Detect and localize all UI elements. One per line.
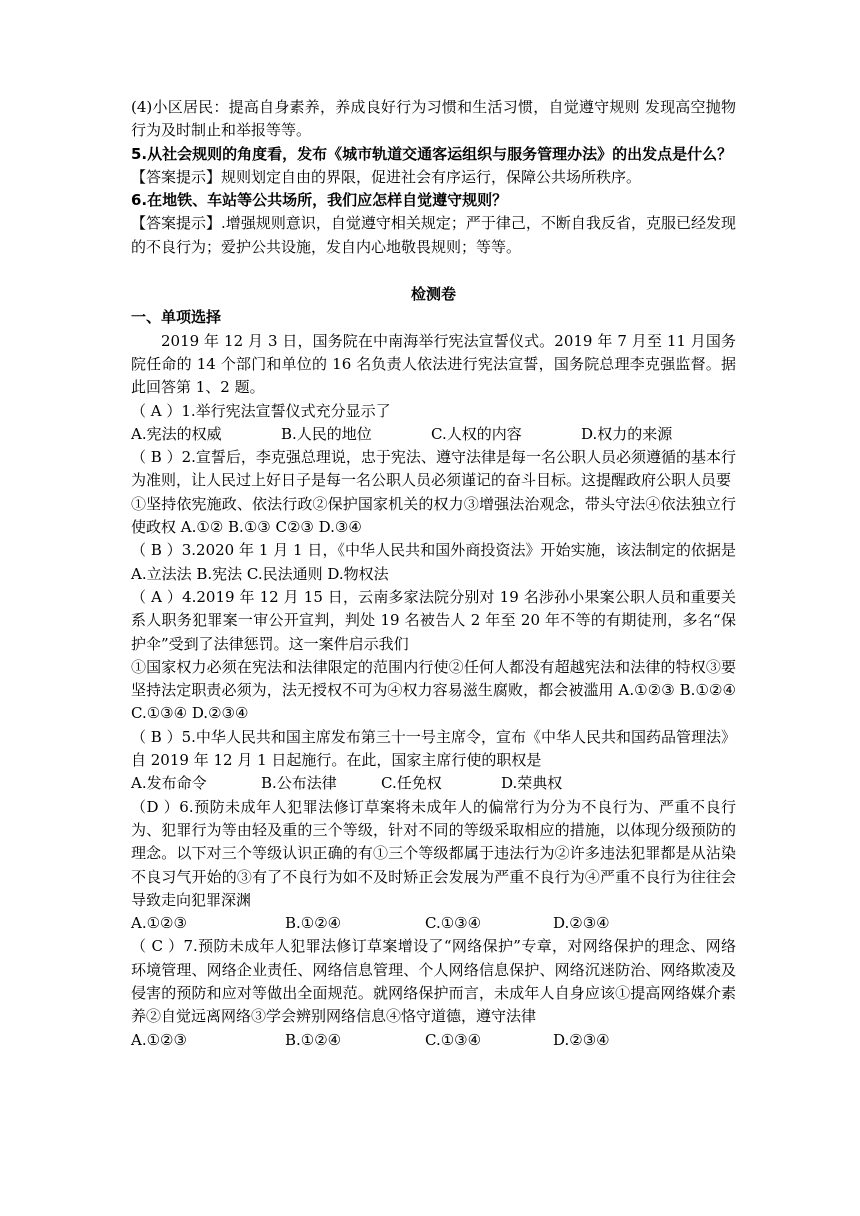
option-a: A.①②③ <box>131 1030 187 1049</box>
option-b: B.①②④ <box>285 1030 342 1049</box>
test-title: 检测卷 <box>410 285 456 304</box>
option-c: C.①③④ <box>425 1030 482 1049</box>
answer-paragraph-4: (4)小区居民：提高自身素养，养成良好行为习惯和生活习惯，自觉遵守规则 发现高空抛物行为及时制止和举报等等。 <box>131 98 736 140</box>
option-d: D.②③④ <box>553 1030 610 1049</box>
question-7: （ C ）7.预防未成年人犯罪法修订草案增设了“网络保护”专章，对网络保护的理念、网络环境管理、网络企业责任、网络信息管理、个人网络信息保护、网络沉迷防治、网络欺凌及侵害的预防和应对等做出全面规范。就网络保护而言，未成年人自身应该①提高网络媒介素养②自觉远离网络③学会辨别网络信息④恪守道德，遵守法律 <box>131 937 736 1026</box>
option-d: D.荣典权 <box>501 774 563 793</box>
question-5: （ B ）5.中华人民共和国主席发布第三十一号主席令，宣布《中华人民共和国药品管理法》自 2019 年 12 月 1 日起施行。在此，国家主席行使的职权是 <box>131 727 736 770</box>
question-6-heading: 6.在地铁、车站等公共场所，我们应怎样自觉遵守规则？ <box>131 191 508 210</box>
question-3: （ B ）3.2020 年 1 月 1 日，《中华人民共和国外商投资法》开始实施，该法制定的依据是 A.立法法 B.宪法 C.民法通则 D.物权法 <box>131 541 736 583</box>
option-a: A.宪法的权威 <box>131 424 222 443</box>
option-d: D.权力的来源 <box>581 424 673 443</box>
option-d: D.②③④ <box>553 914 610 933</box>
question-5-options <box>131 772 736 795</box>
option-a: A.发布命令 <box>131 774 207 793</box>
option-a: A.①②③ <box>131 914 187 933</box>
document-page <box>131 96 736 1052</box>
option-c: C.①③④ <box>425 914 482 933</box>
test-intro: 2019 年 12 月 3 日，国务院在中南海举行宪法宣誓仪式。2019 年 7 月至 11 月国务院任命的 14 个部门和单位的 16 名负责人依法进行宪法宣誓，国务院总理李克强监督。据此回答第 1、2 题。 <box>131 331 736 397</box>
question-1-options <box>131 423 736 446</box>
option-b: B.①②④ <box>285 914 342 933</box>
answer-hint-5: 【答案提示】规则划定自由的界限，促进社会有序运行，保障公共场所秩序。 <box>131 167 642 186</box>
question-1: （ A ）1.举行宪法宣誓仪式充分显示了 <box>131 401 391 420</box>
question-2: （ B ）2.宣誓后，李克强总理说，忠于宪法、遵守法律是每一名公职人员必须遵循的基本行为准则，让人民过上好日子是每一名公职人员必须谨记的奋斗目标。这提醒政府公职人员要 <box>131 448 736 490</box>
question-4-statements: ①国家权力必须在宪法和法律限定的范围内行使②任何人都没有超越宪法和法律的特权③要坚持法定职责必须为，法无授权不可为④权力容易滋生腐败，都会被滥用 A.①②③ B.①②④ C.①③④ D.②③④ <box>131 657 736 723</box>
question-5-heading: 5.从社会规则的角度看，发布《城市轨道交通客运组织与服务管理办法》的出发点是什么？ <box>131 144 733 163</box>
question-6: （D ）6.预防未成年人犯罪法修订草案将未成年人的偏常行为分为不良行为、严重不良行为、犯罪行为等由轻及重的三个等级，针对不同的等级采取相应的措施，以体现分级预防的理念。以下对三个等级认识正确的有①三个等级都属于违法行为②许多违法犯罪都是从沾染不良习气开始的③有了不良行为如不及时矫正会发展为严重不良行为④严重不良行为往往会导致走向犯罪深渊 <box>131 797 736 909</box>
option-b: B.人民的地位 <box>281 424 372 443</box>
question-2-statements: ①坚持依宪施政、依法行政②保护国家机关的权力③增强法治观念，带头守法④依法独立行使政权 A.①② B.①③ C②③ D.③④ <box>131 494 736 537</box>
section-heading: 一、单项选择 <box>131 308 222 327</box>
option-c: C.人权的内容 <box>431 424 522 443</box>
option-c: C.任免权 <box>381 774 442 793</box>
spacer <box>131 259 736 283</box>
option-b: B.公布法律 <box>261 774 337 793</box>
answer-hint-6: 【答案提示】.增强规则意识，自觉遵守相关规定；严于律己，不断自我反省，克服已经发现的不良行为；爱护公共设施，发自内心地敬畏规则；等等。 <box>131 214 736 256</box>
question-7-options <box>131 1029 736 1052</box>
question-4: （ A ）4.2019 年 12 月 15 日，云南多家法院分别对 19 名涉孙小果案公职人员和重要关系人职务犯罪案一审公开宣判，判处 19 名被告人 2 年至 20 年不等的有期徒刑，多名“保护伞”受到了法律惩罚。这一案件启示我们 <box>131 587 736 653</box>
question-6-options <box>131 912 736 935</box>
